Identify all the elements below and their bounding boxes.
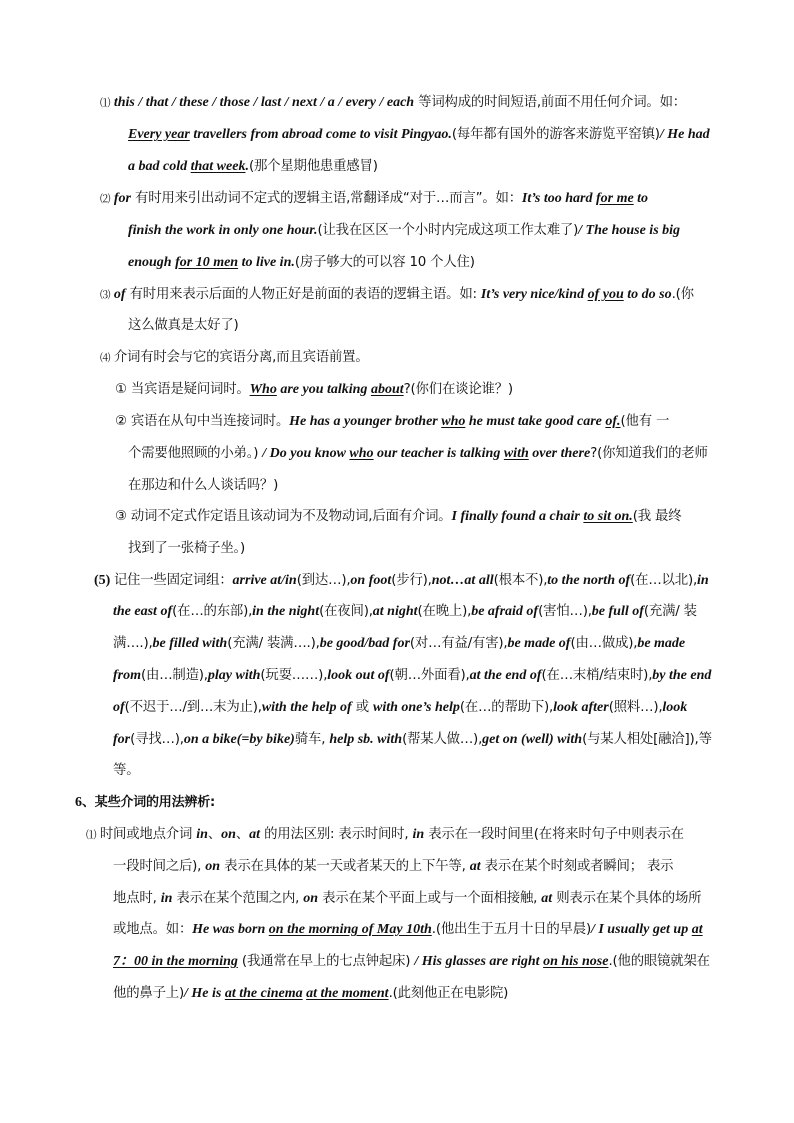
text-line: [113, 634, 685, 654]
underlined-phrase: about: [370, 382, 404, 397]
english-text: in: [412, 827, 425, 842]
chinese-text: (步行),: [391, 573, 432, 588]
english-text: to do so: [623, 287, 672, 302]
text-line: [128, 221, 680, 241]
underlined-phrase: at: [691, 922, 703, 937]
chinese-text: (朝…外面看),: [389, 668, 470, 683]
english-text: on: [205, 859, 221, 874]
chinese-text: (我通常在早上的七点钟起床): [237, 954, 415, 969]
chinese-text: 等。: [113, 763, 140, 778]
english-text: I finally found a chair: [451, 509, 584, 524]
chinese-text: ?(你知道我们的老师: [590, 446, 708, 461]
chinese-text: (让我在区区一个小时内完成这项工作太难了): [317, 223, 579, 238]
chinese-text: (在…以北),: [630, 573, 698, 588]
english-text: finish the work in only one hour.: [128, 223, 318, 238]
english-text: It’s very nice/kind: [480, 287, 588, 302]
english-text: are you talking: [276, 382, 371, 397]
chinese-text: 介词有时会与它的宾语分离,而且宾语前置。: [113, 350, 369, 365]
english-text: be made: [637, 636, 686, 651]
chinese-text: (在夜间),: [319, 604, 373, 619]
english-text: be made of: [507, 636, 571, 651]
english-text: he must take good care: [465, 414, 606, 429]
english-text: on: [221, 827, 236, 842]
chinese-text: 个需要他照顾的小弟。): [128, 446, 263, 461]
text-line: [128, 125, 710, 145]
chinese-text: .(他出生于五月十日的早晨): [431, 922, 591, 937]
english-text: It’s too hard: [521, 191, 596, 206]
chinese-text: 满….),: [113, 636, 153, 651]
text-line: [128, 253, 475, 273]
text-line: [113, 602, 697, 622]
chinese-text: (照料…),: [608, 700, 663, 715]
chinese-text: ③ 动词不定式作定语且该动词为不及物动词,后面有介词。: [115, 509, 452, 524]
english-text: at the end of: [469, 668, 542, 683]
text-line: [100, 348, 369, 368]
underlined-phrase: to sit on.: [583, 509, 633, 524]
text-line: [113, 698, 687, 718]
english-text: our teacher is talking: [373, 446, 504, 461]
chinese-text: (那个星期他患重感冒): [248, 159, 378, 174]
english-text: at: [469, 859, 481, 874]
underlined-phrase: that week: [190, 159, 246, 174]
english-text: / He is: [183, 986, 225, 1001]
chinese-text: ⑵: [100, 193, 114, 205]
text-line: [75, 793, 215, 813]
text-line: [100, 189, 648, 209]
english-text: of: [113, 700, 125, 715]
chinese-text: 表示在某个范围之内,: [172, 891, 304, 906]
english-text: for: [113, 732, 131, 747]
chinese-text: 等词构成的时间短语,前面不用任何介词。如：: [414, 95, 687, 110]
chinese-text: (房子够大的可以容 10 个人住): [294, 255, 475, 270]
chinese-text: (他有 一: [620, 414, 670, 429]
underlined-phrase: at the cinema: [224, 986, 303, 1001]
text-line: [113, 666, 711, 686]
english-text: to: [633, 191, 649, 206]
text-line: [115, 380, 513, 400]
chinese-text: 骑车,: [294, 732, 330, 747]
chinese-text: (5): [94, 573, 114, 588]
chinese-text: 表示在某个平面上或与一个面相接触,: [318, 891, 542, 906]
chinese-text: ① 当宾语是疑问词时。: [115, 382, 250, 397]
english-text: with one’s help: [372, 700, 460, 715]
chinese-text: 、: [207, 827, 222, 842]
english-text: .: [245, 159, 249, 174]
underlined-phrase: of.: [605, 414, 621, 429]
english-text: / Do you know: [262, 446, 350, 461]
english-text: on: [303, 891, 319, 906]
chinese-text: (我 最终: [632, 509, 682, 524]
underlined-phrase: for me: [595, 191, 634, 206]
english-text: to live in.: [238, 255, 295, 270]
english-text: on foot: [350, 573, 392, 588]
text-line: [113, 984, 508, 1004]
chinese-text: (充满/ 装满….),: [227, 636, 320, 651]
english-text: at night: [372, 604, 418, 619]
text-line: [128, 539, 245, 559]
chinese-text: 6: [75, 795, 82, 810]
chinese-text: 或地点。如：: [113, 922, 193, 937]
chinese-text: (由…制造),: [141, 668, 208, 683]
english-text: by the end: [652, 668, 712, 683]
english-text: be afraid of: [471, 604, 539, 619]
underlined-phrase: Who: [249, 382, 277, 397]
english-text: look: [662, 700, 688, 715]
chinese-text: (害怕…),: [538, 604, 592, 619]
text-line: [128, 444, 708, 464]
chinese-text: 表示在一段时间里(在将来时句子中则表示在: [424, 827, 684, 842]
chinese-text: (每年都有国外的游客来游览平窑镇): [451, 127, 660, 142]
english-text: of: [113, 287, 126, 302]
text-line: [113, 952, 710, 972]
text-line: [113, 920, 703, 940]
chinese-text: 的用法区别: 表示时间时,: [260, 827, 413, 842]
english-text: enough: [128, 255, 176, 270]
chinese-text: 记住一些固定词组：: [113, 573, 233, 588]
english-text: look out of: [327, 668, 390, 683]
chinese-text: (充满/ 装: [643, 604, 697, 619]
underlined-phrase: with: [503, 446, 529, 461]
chinese-text: ② 宾语在从句中当连接词时。: [115, 414, 290, 429]
chinese-text: .(你: [671, 287, 694, 302]
underlined-phrase: of you: [587, 287, 624, 302]
text-line: [128, 316, 239, 336]
text-line: [100, 285, 694, 305]
text-line: [86, 825, 684, 845]
underlined-phrase: who: [349, 446, 374, 461]
chinese-text: (在…的帮助下),: [459, 700, 554, 715]
text-line: [128, 157, 378, 177]
english-text: at: [249, 827, 261, 842]
underlined-phrase: Every year: [128, 127, 190, 142]
english-text: to the north of: [547, 573, 631, 588]
english-text: be full of: [591, 604, 644, 619]
underlined-phrase: on his nose: [543, 954, 609, 969]
chinese-text: 他的鼻子上): [113, 986, 184, 1001]
chinese-text: 表示在具体的某一天或者某天的上下午等,: [220, 859, 470, 874]
chinese-text: 一段时间之后),: [113, 859, 206, 874]
text-line: [94, 571, 709, 591]
chinese-text: ?(你们在谈论谁？): [403, 382, 513, 397]
english-text: with the help of: [261, 700, 352, 715]
text-line: [115, 412, 669, 432]
english-text: for: [113, 191, 131, 206]
text-line: [113, 761, 139, 781]
english-text: at: [541, 891, 553, 906]
text-line: [113, 730, 712, 750]
text-line: [100, 93, 686, 113]
english-text: / I usually get up: [590, 922, 692, 937]
underlined-phrase: who: [441, 414, 466, 429]
chinese-text: 有时用来表示后面的人物正好是前面的表语的逻辑主语。如:: [125, 287, 481, 302]
chinese-text: 、: [235, 827, 250, 842]
english-text: on a bike(=by bike): [183, 732, 295, 747]
chinese-text: 表示在某个时刻或者瞬间； 表示: [480, 859, 674, 874]
chinese-text: 或: [351, 700, 373, 715]
chinese-text: (帮某人做…),: [402, 732, 483, 747]
english-text: in the night: [252, 604, 320, 619]
english-text: this / that / these / those / last / next / a / every / each: [113, 95, 415, 110]
english-text: play with: [207, 668, 261, 683]
underlined-phrase: for 10 men: [175, 255, 239, 270]
chinese-text: (与某人相处[融洽]),等: [582, 732, 712, 747]
chinese-text: (根本不),: [493, 573, 548, 588]
chinese-text: (不迟于…/到…末为止),: [124, 700, 262, 715]
english-text: in: [196, 827, 208, 842]
english-text: the east of: [113, 604, 173, 619]
english-text: / The house is big: [578, 223, 681, 238]
english-text: be filled with: [152, 636, 228, 651]
english-text: a bad cold: [128, 159, 191, 174]
text-line: [128, 476, 278, 496]
chinese-text: (由…做成),: [570, 636, 638, 651]
chinese-text: (对…有益/有害),: [409, 636, 508, 651]
english-text: from: [113, 668, 141, 683]
chinese-text: .(此刻他正在电影院): [388, 986, 509, 1001]
english-text: look after: [553, 700, 609, 715]
chinese-text: ⑴: [100, 97, 114, 109]
chinese-text: (玩耍……),: [260, 668, 328, 683]
english-text: help sb. with: [329, 732, 403, 747]
text-line: [115, 507, 681, 527]
chinese-text: 这么做真是太好了): [128, 318, 239, 333]
english-text: / His glasses are right: [414, 954, 544, 969]
english-text: in: [160, 891, 173, 906]
text-line: [113, 889, 701, 909]
chinese-text: 、某些介词的用法辨析:: [82, 795, 215, 810]
chinese-text: .(他的眼镜就架在: [608, 954, 710, 969]
english-text: He was born: [192, 922, 269, 937]
chinese-text: (到达…),: [296, 573, 351, 588]
english-text: in: [697, 573, 709, 588]
chinese-text: (在晚上),: [417, 604, 472, 619]
english-text: over there: [528, 446, 591, 461]
underlined-phrase: 7：00 in the morning: [113, 954, 238, 969]
chinese-text: (在…的东部),: [172, 604, 253, 619]
english-text: arrive at/in: [232, 573, 297, 588]
underlined-phrase: on the morning of May 10th: [268, 922, 432, 937]
english-text: get on (well) with: [482, 732, 583, 747]
chinese-text: ⑴: [86, 829, 100, 841]
chinese-text: 时间或地点介词: [99, 827, 197, 842]
chinese-text: (寻找…),: [130, 732, 184, 747]
chinese-text: ⑷: [100, 352, 114, 364]
chinese-text: ⑶: [100, 289, 114, 301]
chinese-text: 在那边和什么人谈话吗？): [128, 478, 279, 493]
chinese-text: 找到了一张椅子坐。): [128, 541, 246, 556]
chinese-text: 则表示在某个具体的场所: [552, 891, 702, 906]
english-text: / He had: [659, 127, 710, 142]
english-text: travellers from abroad come to visit Pingyao.: [189, 127, 452, 142]
underlined-phrase: at the moment: [306, 986, 389, 1001]
chinese-text: (在…末梢/结束时),: [541, 668, 653, 683]
chinese-text: 有时用来引出动词不定式的逻辑主语,常翻译成“对于…而言”。如：: [130, 191, 522, 206]
text-line: [113, 857, 673, 877]
english-text: not…at all: [431, 573, 494, 588]
english-text: be good/bad for: [319, 636, 410, 651]
chinese-text: 地点时,: [113, 891, 161, 906]
english-text: He has a younger brother: [289, 414, 442, 429]
